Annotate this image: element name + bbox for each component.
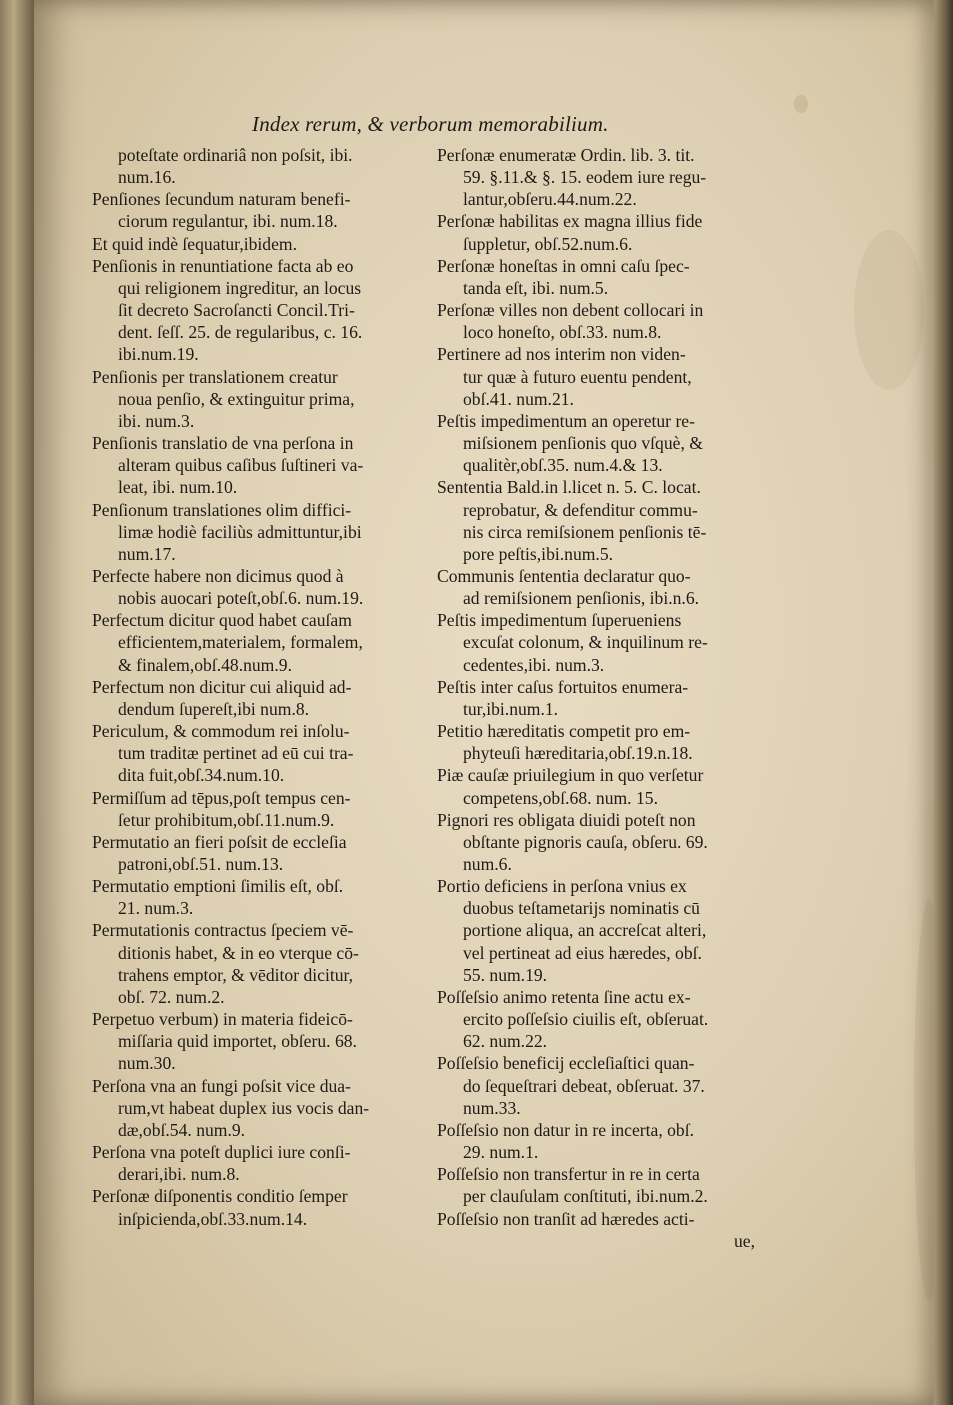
index-entry-line: cedentes,ibi. num.3. xyxy=(463,654,605,675)
index-entry xyxy=(437,1208,759,1230)
index-entry-line: Perfectum dicitur quod habet cauſam xyxy=(92,610,352,631)
index-entry-line: 62. num.22. xyxy=(463,1031,548,1052)
index-entry-line: Permutationis contractus ſpeciem vē- xyxy=(92,920,354,941)
index-entry-line: lantur,obſeru.44.num.22. xyxy=(463,189,637,210)
index-entry-line: 21. num.3. xyxy=(118,898,194,919)
index-entry-line: Poſſeſsio beneficij eccleſiaſtici quan- xyxy=(437,1053,695,1074)
index-entry-line: ercito poſſeſsio ciuilis eſt, obſeruat. xyxy=(463,1009,709,1030)
index-entry-line: nobis auocari poteſt,obſ.6. num.19. xyxy=(118,588,364,609)
index-entry-line: Poſſeſsio non datur in re incerta, obſ. xyxy=(437,1119,695,1140)
index-entry xyxy=(437,764,759,808)
index-entry xyxy=(92,233,422,255)
index-entry-line: tur,ibi.num.1. xyxy=(463,698,559,719)
index-entry-line: obſtante pignoris cauſa, obſeru. 69. xyxy=(463,831,708,852)
index-entry-line: Peſtis impedimentum ſuperueniens xyxy=(437,610,682,631)
index-entry-line: Penſiones ſecundum naturam benefi- xyxy=(92,189,351,210)
index-entry-line: excuſat colonum, & inquilinum re- xyxy=(463,632,708,653)
index-entry-line: Perſonæ diſponentis conditio ſemper xyxy=(92,1186,348,1207)
index-entry-line: Peſtis inter caſus fortuitos enumera- xyxy=(437,676,689,697)
index-entry-line: Permiſſum ad tēpus,poſt tempus cen- xyxy=(92,787,351,808)
foxing-stain xyxy=(854,230,924,390)
index-entry-line: ſuppletur, obſ.52.num.6. xyxy=(463,233,633,254)
index-entry-line: Poſſeſsio non transfertur in re in certa xyxy=(437,1164,700,1185)
index-entry-line: per clauſulam conſtituti, ibi.num.2. xyxy=(463,1186,708,1207)
index-entry-line: dendum ſupereſt,ibi num.8. xyxy=(118,698,310,719)
index-entry xyxy=(92,1008,422,1074)
index-entry-line: derari,ibi. num.8. xyxy=(118,1164,240,1185)
catchword: ue, xyxy=(733,1230,755,1251)
index-entry-line: num.6. xyxy=(463,854,512,874)
index-entry xyxy=(92,565,422,609)
index-entry-line: tanda eſt, ibi. num.5. xyxy=(463,277,609,298)
index-entry xyxy=(92,1075,422,1141)
index-entry-line: dæ,obſ.54. num.9. xyxy=(118,1119,246,1140)
index-entry xyxy=(437,1052,759,1118)
index-entry-line: efficientem,materialem, formalem, xyxy=(118,632,363,653)
index-entry-line: ibi.num.19. xyxy=(118,344,199,365)
index-entry-line: Perpetuo verbum) in materia fideicō- xyxy=(92,1009,353,1030)
index-entry-line: inſpicienda,obſ.33.num.14. xyxy=(118,1208,308,1229)
index-entry-line: Perſonæ habilitas ex magna illius fide xyxy=(437,211,703,232)
index-entry-line: tum traditæ pertinet ad eū cui tra- xyxy=(118,743,354,764)
index-entry xyxy=(437,144,759,210)
index-entry-line: leat, ibi. num.10. xyxy=(118,477,238,498)
index-entry-line: Penſionis in renuntiatione facta ab eo xyxy=(92,255,354,276)
index-entry xyxy=(92,1185,422,1229)
index-entry xyxy=(92,432,422,498)
index-entry-line: duobus teſtametarijs nominatis cū xyxy=(463,898,700,919)
index-entry-line: pore peſtis,ibi.num.5. xyxy=(463,543,614,564)
index-entry-line: tur quæ à futuro euentu pendent, xyxy=(463,366,692,387)
index-entry xyxy=(437,476,759,565)
index-entry xyxy=(437,609,759,675)
index-entry-line: & finalem,obſ.48.num.9. xyxy=(118,654,292,675)
index-entry xyxy=(92,255,422,366)
running-header: Index rerum, & verborum memorabilium. xyxy=(252,112,609,136)
index-entry xyxy=(92,875,422,919)
index-entry-line: obſ.41. num.21. xyxy=(463,388,574,409)
index-entry xyxy=(437,299,759,343)
index-entry xyxy=(437,255,759,299)
index-entry xyxy=(92,188,422,232)
index-entry-line: Perſonæ villes non debent collocari in xyxy=(437,300,704,321)
index-entry xyxy=(92,499,422,565)
index-entry-line: trahens emptor, & vēditor dicitur, xyxy=(118,964,354,985)
index-entry-line: limæ hodiè faciliùs admittuntur,ibi xyxy=(118,521,362,542)
index-column-right xyxy=(437,144,759,1252)
index-entry-line: Perſonæ enumeratæ Ordin. lib. 3. tit. xyxy=(437,145,695,165)
index-entry xyxy=(92,366,422,432)
index-entry xyxy=(92,676,422,720)
index-entry-line: noua penſio, & extinguitur prima, xyxy=(118,388,355,409)
page-fore-edge xyxy=(934,0,953,1405)
index-entry xyxy=(92,609,422,675)
index-entry-line: Penſionum translationes olim diffici- xyxy=(92,499,352,520)
index-entry-line: qualitèr,obſ.35. num.4.& 13. xyxy=(463,455,663,476)
index-entry xyxy=(437,1163,759,1207)
index-entry-line: dent. ſeſſ. 25. de regularibus, c. 16. xyxy=(118,322,363,343)
index-entry-line: ſit decreto Sacroſancti Concil.Tri- xyxy=(118,300,355,321)
index-entry xyxy=(437,1119,759,1163)
index-entry-line: Perfecte habere non dicimus quod à xyxy=(92,565,344,586)
index-entry-line: num.30. xyxy=(118,1053,176,1074)
index-entry-line: Pignori res obligata diuidi poteſt non xyxy=(437,809,696,830)
index-entry-line: Perſonæ honeſtas in omni caſu ſpec- xyxy=(437,255,690,276)
index-entry-line: ibi. num.3. xyxy=(118,410,195,431)
index-column-left xyxy=(92,144,422,1230)
facing-page-edge xyxy=(0,0,34,1405)
index-entry-line: ſetur prohibitum,obſ.11.num.9. xyxy=(118,809,335,830)
index-entry-line: Poſſeſsio non tranſit ad hæredes acti- xyxy=(437,1208,695,1229)
index-entry-line: 55. num.19. xyxy=(463,964,548,985)
index-entry-line: qui religionem ingreditur, an locus xyxy=(118,277,362,298)
index-entry-line: do ſequeſtrari debeat, obſeruat. 37. xyxy=(463,1075,705,1096)
index-entry-line: phyteuſi hæreditaria,obſ.19.n.18. xyxy=(463,743,693,764)
index-entry xyxy=(92,1141,422,1185)
index-entry xyxy=(437,720,759,764)
index-entry xyxy=(92,831,422,875)
index-entry-line: dita fuit,obſ.34.num.10. xyxy=(118,765,285,786)
index-entry-line: loco honeſto, obſ.33. num.8. xyxy=(463,322,662,343)
index-entry-line: ciorum regulantur, ibi. num.18. xyxy=(118,211,338,232)
index-entry-line: num.16. xyxy=(118,167,176,188)
index-entry-line: Perfectum non dicitur cui aliquid ad- xyxy=(92,676,352,697)
ink-spot xyxy=(794,95,808,113)
index-entry-line: num.33. xyxy=(463,1097,521,1118)
index-entry-line: Peſtis impedimentum an operetur re- xyxy=(437,410,695,431)
index-entry xyxy=(437,410,759,476)
index-entry-line: Penſionis per translationem creatur xyxy=(92,366,338,387)
index-entry-line: ad remiſsionem penſionis, ibi.n.6. xyxy=(463,588,700,609)
index-entry xyxy=(437,809,759,875)
index-entry-line: Penſionis translatio de vna perſona in xyxy=(92,433,354,454)
index-entry xyxy=(437,210,759,254)
index-entry xyxy=(92,720,422,786)
index-entry-line: vel pertineat ad eius hæredes, obſ. xyxy=(463,942,702,963)
index-entry-line: Poſſeſsio animo retenta ſine actu ex- xyxy=(437,986,691,1007)
index-entry xyxy=(92,144,422,188)
index-entry-line: miſſaria quid importet, obſeru. 68. xyxy=(118,1031,357,1052)
index-entry-line: 59. §.11.& §. 15. eodem iure regu- xyxy=(463,167,707,188)
index-entry-line: competens,obſ.68. num. 15. xyxy=(463,787,658,808)
index-entry-line: Sententia Bald.in l.licet n. 5. C. locat. xyxy=(437,477,701,498)
index-entry-line: num.17. xyxy=(118,543,176,564)
index-entry xyxy=(437,875,759,986)
index-entry-line: Portio deficiens in perſona vnius ex xyxy=(437,876,687,897)
index-entry xyxy=(437,676,759,720)
index-entry-line: Periculum, & commodum rei inſolu- xyxy=(92,721,350,742)
index-entry xyxy=(92,919,422,1008)
index-entry xyxy=(437,565,759,609)
index-entry-line: Petitio hæreditatis competit pro em- xyxy=(437,721,691,742)
index-entry xyxy=(437,343,759,409)
index-entry-line: Piæ cauſæ priuilegium in quo verſetur xyxy=(437,765,704,786)
index-entry xyxy=(437,986,759,1052)
index-entry-line: Et quid indè ſequatur,ibidem. xyxy=(92,233,297,254)
index-entry-line: ditionis habet, & in eo vterque cō- xyxy=(118,942,359,963)
index-entry-line: miſsionem penſionis quo vſquè, & xyxy=(463,433,703,454)
index-entry-line: nis circa remiſsionem penſionis tē- xyxy=(463,521,707,542)
index-entry-line: 29. num.1. xyxy=(463,1142,539,1163)
index-entry-line: alteram quibus caſibus ſuſtineri va- xyxy=(118,455,364,476)
index-entry-line: Communis ſententia declaratur quo- xyxy=(437,565,691,586)
index-entry-line: obſ. 72. num.2. xyxy=(118,986,225,1007)
index-entry-line: Perſona vna an fungi poſsit vice dua- xyxy=(92,1075,351,1096)
index-entry-line: reprobatur, & defenditur commu- xyxy=(463,499,698,520)
index-entry-line: Perſona vna poteſt duplici iure conſi- xyxy=(92,1142,351,1163)
index-entry-line: Permutatio emptioni ſimilis eſt, obſ. xyxy=(92,876,344,897)
index-entry xyxy=(92,787,422,831)
index-entry-line: patroni,obſ.51. num.13. xyxy=(118,854,284,874)
index-entry-line: portione aliqua, an accreſcat alteri, xyxy=(463,920,707,941)
index-entry-line: Pertinere ad nos interim non viden- xyxy=(437,344,686,365)
index-entry-line: poteſtate ordinariâ non poſsit, ibi. xyxy=(118,145,353,165)
index-entry-line: Permutatio an fieri poſsit de eccleſia xyxy=(92,831,347,852)
index-entry-line: rum,vt habeat duplex ius vocis dan- xyxy=(118,1097,370,1118)
